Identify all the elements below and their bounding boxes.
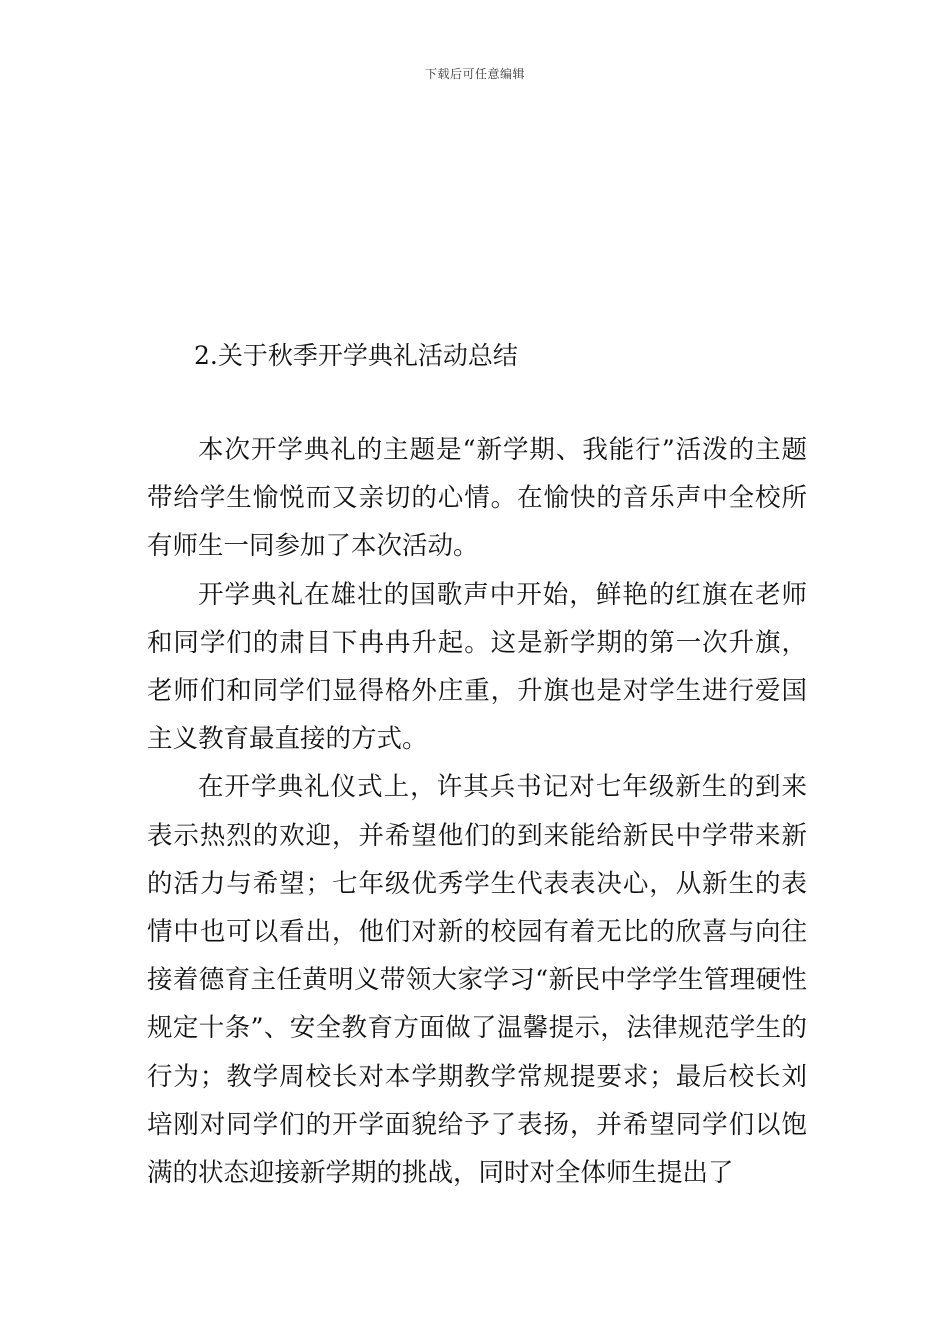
paragraph-2: 开学典礼在雄壮的国歌声中开始，鲜艳的红旗在老师和同学们的肃目下冉冉升起。这是新学期的第一次升旗，老师们和同学们显得格外庄重，升旗也是对学生进行爱国主义教育最直接的方式。 xyxy=(147,579,807,755)
paragraph-1: 本次开学典礼的主题是“新学期、我能行”活泼的主题带给学生愉悦而又亲切的心情。在愉快的音乐声中全校所有师生一同参加了本次活动。 xyxy=(147,435,807,562)
body-text xyxy=(147,426,807,1197)
section-title: 2.关于秋季开学典礼活动总结 xyxy=(194,341,518,370)
header-note: 下载后可任意编辑 xyxy=(424,67,525,81)
paragraph-3: 在开学典礼仪式上，许其兵书记对七年级新生的到来表示热烈的欢迎，并希望他们的到来能给新民中学带来新的活力与希望；七年级优秀学生代表表决心，从新生的表情中也可以看出，他们对新的校园有着无比的欣喜与向往接着德育主任黄明义带领大家学习“新民中学学生管理硬性规定十条”、安全教育方面做了温馨提示，法律规范学生的行为；教学周校长对本学期教学常规提要求；最后校长刘培刚对同学们的开学面貌给予了表扬，并希望同学们以饱满的状态迎接新学期的挑战，同时对全体师生提出了 xyxy=(147,772,807,1189)
